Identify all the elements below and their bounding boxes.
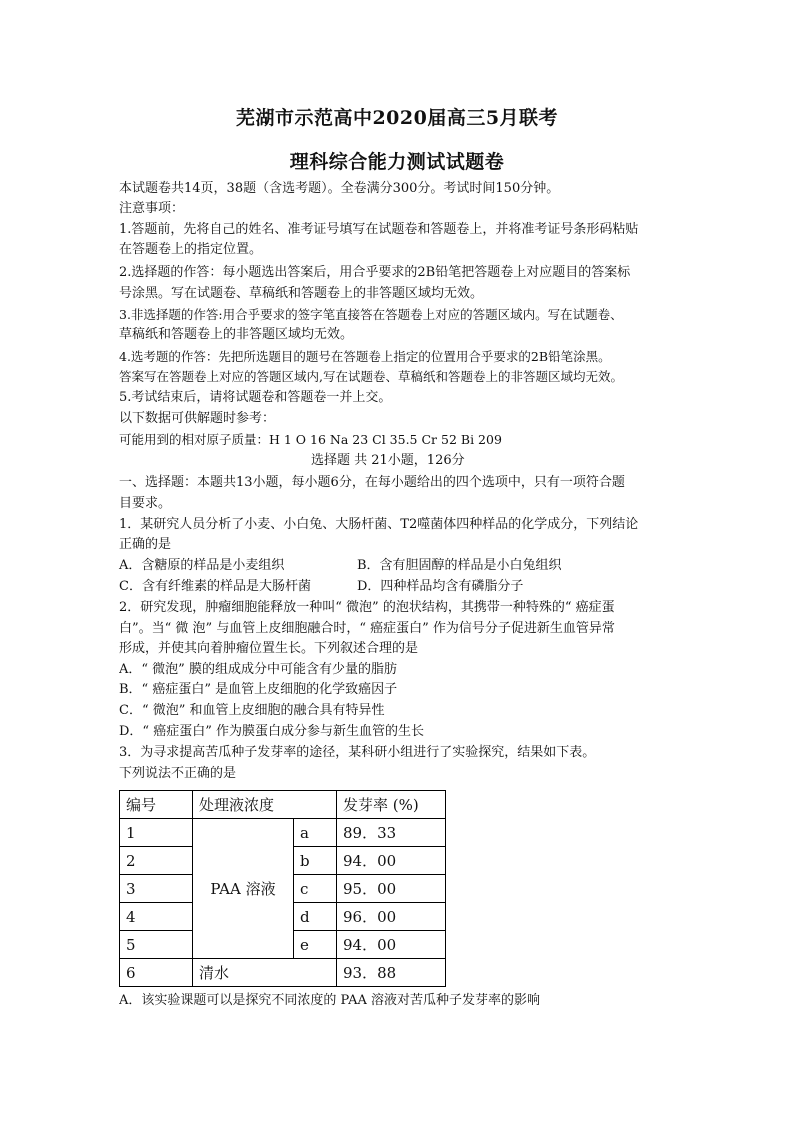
part1-line: 一、选择题：本题共13小题，每小题6分，在每小题给出的四个选项中，只有一项符合题 <box>119 475 625 490</box>
part1-line: 目要求。 <box>119 496 172 511</box>
cell-conc: c <box>294 875 337 903</box>
q1-stem: 正确的是 <box>119 537 172 552</box>
page-subtitle: 理科综合能力测试试题卷 <box>289 151 505 173</box>
note-line: 3.非选择题的作答:用合乎要求的签字笔直接答在答题卷上对应的答题区域内。写在试题卷、 <box>119 307 623 322</box>
q3-option-a: A．该实验课题可以是探究不同浓度的 PAA 溶液对苦瓜种子发芽率的影响 <box>119 993 540 1008</box>
col-header-concentration: 处理液浓度 <box>193 791 337 819</box>
data-hint: 以下数据可供解题时参考： <box>119 411 276 426</box>
cell-rate: 89．33 <box>337 819 446 847</box>
q2-option-b: B．“ 癌症蛋白” 是血管上皮细胞的化学致癌因子 <box>119 682 398 697</box>
atomic-mass-line: 可能用到的相对原子质量：H 1 O 16 Na 23 Cl 35.5 Cr 52 Bi 209 <box>119 432 502 447</box>
q2-stem: 形成，并使其向着肿瘤位置生长。下列叙述合理的是 <box>119 641 419 656</box>
q1-option-d: D．四种样品均含有磷脂分子 <box>357 579 524 594</box>
note-line: 答案写在答题卷上对应的答题区域内,写在试题卷、草稿纸和答题卷上的非答题区域均无效。 <box>119 369 623 384</box>
note-line: 1.答题前，先将自己的姓名、准考证号填写在试题卷和答题卷上，并将准考证号条形码粘贴 <box>119 222 639 237</box>
cell-id: 5 <box>120 931 193 959</box>
cell-rate: 94．00 <box>337 931 446 959</box>
q3-stem: 下列说法不正确的是 <box>119 766 237 781</box>
q1-option-a: A．含糖原的样品是小麦组织 <box>119 558 285 573</box>
note-line: 5.考试结束后，请将试题卷和答题卷一并上交。 <box>119 390 392 405</box>
note-line: 2.选择题的作答：每小题选出答案后，用合乎要求的2B铅笔把答题卷上对应题目的答案标 <box>119 265 631 280</box>
cell-group-label: PAA 溶液 <box>193 819 294 959</box>
q2-stem: 2．研究发现，肿瘤细胞能释放一种叫“ 微泡” 的泡状结构，其携带一种特殊的“ 癌症蛋 <box>119 600 615 615</box>
q1-option-b: B．含有胆固醇的样品是小白兔组织 <box>357 558 562 573</box>
note-line: 草稿纸和答题卷上的非答题区域均无效。 <box>119 327 354 342</box>
cell-rate: 94．00 <box>337 847 446 875</box>
col-header-rate: 发芽率 (%) <box>337 791 446 819</box>
q1-option-c: C．含有纤维素的样品是大肠杆菌 <box>119 579 311 594</box>
note-line: 4.选考题的作答：先把所选题目的题号在答题卷上指定的位置用合乎要求的2B铅笔涂黑。 <box>119 349 611 364</box>
table-row <box>120 959 446 987</box>
cell-rate: 96．00 <box>337 903 446 931</box>
cell-conc: d <box>294 903 337 931</box>
cell-conc: b <box>294 847 337 875</box>
note-line: 号涂黑。写在试题卷、草稿纸和答题卷上的非答题区域均无效。 <box>119 286 484 301</box>
cell-rate: 95．00 <box>337 875 446 903</box>
cell-water-label: 清水 <box>193 959 337 987</box>
germination-table <box>119 790 446 987</box>
cell-rate: 93．88 <box>337 959 446 987</box>
q2-option-a: A．“ 微泡” 膜的组成成分中可能含有少量的脂肪 <box>119 662 397 677</box>
page-title: 芜湖市示范高中2020届高三5月联考 <box>235 107 559 129</box>
table-row <box>120 819 446 847</box>
q1-stem: 1．某研究人员分析了小麦、小白兔、大肠杆菌、T2噬菌体四种样品的化学成分，下列结论 <box>119 517 639 532</box>
cell-id: 1 <box>120 819 193 847</box>
q3-stem: 3．为寻求提高苦瓜种子发芽率的途径，某科研小组进行了实验探究，结果如下表。 <box>119 745 596 760</box>
section-header: 选择题 共 21小题，126分 <box>311 453 465 468</box>
notes-heading: 注意事项： <box>119 201 185 216</box>
cell-id: 3 <box>120 875 193 903</box>
col-header-id: 编号 <box>120 791 193 819</box>
cell-conc: e <box>294 931 337 959</box>
q2-option-d: D．“ 癌症蛋白” 作为膜蛋白成分参与新生血管的生长 <box>119 724 424 739</box>
cell-id: 4 <box>120 903 193 931</box>
cell-conc: a <box>294 819 337 847</box>
q2-stem: 白”。当“ 微 泡” 与血管上皮细胞融合时，“ 癌症蛋白” 作为信号分子促进新生血管异常 <box>119 621 615 636</box>
cell-id: 2 <box>120 847 193 875</box>
note-line: 在答题卷上的指定位置。 <box>119 242 263 257</box>
q2-option-c: C．“ 微泡” 和血管上皮细胞的融合具有特异性 <box>119 703 385 718</box>
intro-text: 本试题卷共14页，38题（含选考题）。全卷满分300分。考试时间150分钟。 <box>119 181 560 196</box>
cell-id: 6 <box>120 959 193 987</box>
table-header-row <box>120 791 446 819</box>
